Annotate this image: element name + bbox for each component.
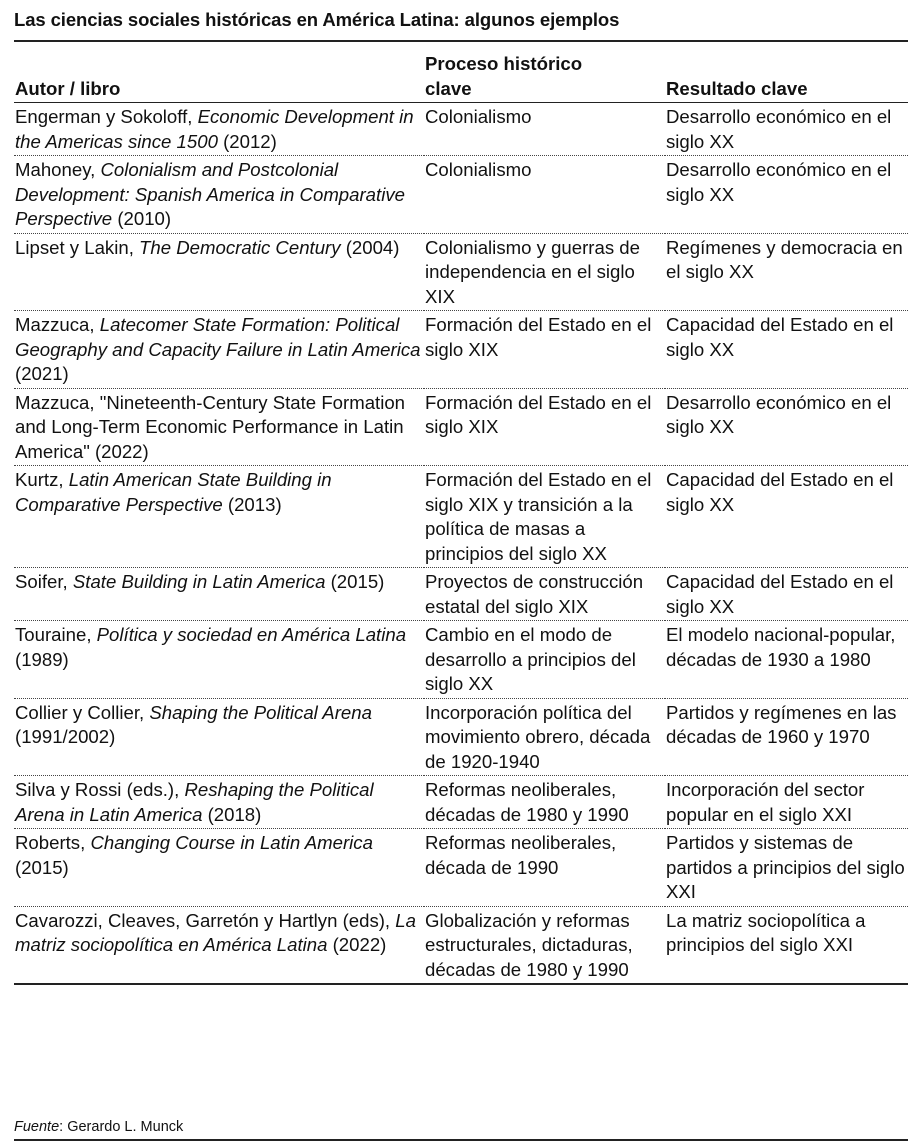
pub-year: (2015) — [15, 856, 69, 878]
author-cell — [14, 568, 424, 621]
table-row — [14, 103, 908, 156]
result-cell: Partidos y sistemas de partidos a principios del siglo XXI — [666, 832, 905, 902]
author-name: Mazzuca, "Nineteenth-Century State Formation and Long-Term Economic Performance in Latin America" — [15, 391, 406, 462]
table-row — [14, 829, 908, 907]
result-cell: Desarrollo económico en el siglo XX — [666, 159, 892, 205]
pub-year: (1989) — [15, 648, 69, 670]
book-title: State Building in Latin America — [72, 571, 326, 592]
book-title: Changing Course in Latin America — [90, 832, 373, 853]
header-result: Resultado clave — [665, 50, 908, 103]
pub-year: (2013) — [222, 493, 282, 515]
author-cell — [14, 103, 424, 156]
pub-year: (2010) — [112, 208, 172, 229]
book-title: Reshaping the Political Arena in Latin America — [15, 779, 374, 825]
author-name: Soifer, — [15, 571, 73, 592]
top-rule — [14, 40, 908, 42]
header-process — [424, 50, 665, 103]
pub-year: (2022) — [89, 440, 149, 462]
author-cell — [14, 233, 424, 311]
author-cell — [14, 829, 424, 907]
table-title: Las ciencias sociales históricas en América Latina: algunos ejemplos — [14, 9, 620, 30]
table-row — [14, 233, 908, 311]
book-title: Política y sociedad en América Latina — [96, 624, 407, 645]
table-row — [14, 621, 908, 699]
table-row — [14, 156, 908, 234]
result-cell: Capacidad del Estado en el siglo XX — [666, 469, 894, 515]
pub-year: (2018) — [202, 803, 262, 825]
result-cell: Regímenes y democracia en el siglo XX — [666, 236, 903, 282]
result-cell: Partidos y regímenes en las décadas de 1960 y 1970 — [666, 701, 897, 747]
result-cell: Desarrollo económico en el siglo XX — [666, 391, 892, 437]
header-process-line2: clave — [425, 77, 472, 99]
table-row — [14, 311, 908, 389]
table-row — [14, 776, 908, 829]
author-name: Touraine, — [15, 624, 97, 645]
author-cell — [14, 388, 424, 466]
result-cell: Incorporación del sector popular en el siglo XXI — [666, 779, 865, 825]
author-name: Silva y Rossi (eds.), — [15, 779, 185, 800]
author-name: Lipset y Lakin, — [15, 236, 140, 258]
table-row — [14, 388, 908, 466]
header-author: Autor / libro — [14, 50, 424, 103]
author-cell — [14, 698, 424, 776]
pub-year: (2021) — [15, 363, 69, 384]
process-cell: Cambio en el modo de desarrollo a principios del siglo XX — [425, 624, 636, 694]
process-cell: Formación del Estado en el siglo XIX — [425, 314, 652, 360]
author-name: Mazzuca, — [15, 314, 100, 335]
result-cell: Capacidad del Estado en el siglo XX — [666, 571, 894, 617]
author-name: Collier y Collier, — [15, 701, 150, 723]
book-title: Latin American State Building in Comparative Perspective — [15, 469, 332, 515]
process-cell: Formación del Estado en el siglo XIX — [425, 391, 652, 437]
author-name: Cavarozzi, Cleaves, Garretón y Hartlyn (eds), — [15, 909, 396, 931]
pub-year: (2022) — [327, 934, 387, 955]
author-name: Mahoney, — [15, 159, 101, 180]
pub-year: (2004) — [340, 236, 400, 258]
process-cell: Colonialismo — [425, 159, 532, 180]
examples-table — [14, 50, 908, 985]
table-row — [14, 906, 908, 984]
book-title: Economic Development in the Americas since 1500 — [15, 106, 414, 152]
author-name: Kurtz, — [15, 469, 69, 490]
process-cell: Reformas neoliberales, década de 1990 — [425, 832, 617, 878]
result-cell: Capacidad del Estado en el siglo XX — [666, 314, 894, 360]
header-process-line1: Proceso histórico — [425, 53, 583, 74]
process-cell: Formación del Estado en el siglo XIX y transición a la política de masas a principios del siglo XX — [425, 469, 652, 564]
process-cell: Globalización y reformas estructurales, dictaduras, décadas de 1980 y 1990 — [425, 909, 633, 980]
book-title: Shaping the Political Arena — [149, 701, 372, 723]
process-cell: Colonialismo — [425, 106, 532, 127]
book-title: La matriz sociopolítica en América Latina — [15, 909, 416, 955]
author-cell — [14, 311, 424, 389]
process-cell: Proyectos de construcción estatal del siglo XIX — [425, 571, 644, 617]
result-cell: El modelo nacional-popular, décadas de 1930 a 1980 — [666, 624, 896, 670]
author-cell — [14, 621, 424, 699]
pub-year: (2012) — [217, 130, 277, 152]
book-title: Colonialism and Postcolonial Development: Spanish America in Comparative Perspective — [15, 159, 405, 229]
author-name: Engerman y Sokoloff, — [15, 106, 198, 127]
book-title: The Democratic Century — [139, 236, 341, 258]
result-cell: Desarrollo económico en el siglo XX — [666, 106, 892, 152]
author-cell — [14, 156, 424, 234]
table-row — [14, 568, 908, 621]
source-note — [14, 1119, 183, 1135]
pub-year: (1991/2002) — [15, 726, 116, 747]
process-cell: Reformas neoliberales, décadas de 1980 y 1990 — [425, 779, 629, 825]
pub-year: (2015) — [325, 571, 385, 592]
header-row — [14, 50, 908, 103]
author-cell — [14, 906, 424, 984]
result-cell: La matriz sociopolítica a principios del siglo XXI — [666, 909, 866, 955]
author-name: Roberts, — [15, 832, 91, 853]
bottom-rule — [14, 1139, 908, 1141]
process-cell: Incorporación política del movimiento obrero, década de 1920-1940 — [425, 701, 651, 772]
source-label: Fuente — [14, 1119, 60, 1135]
process-cell: Colonialismo y guerras de independencia en el siglo XIX — [425, 236, 640, 307]
table-body — [14, 103, 908, 985]
author-cell — [14, 466, 424, 568]
book-title: Latecomer State Formation: Political Geography and Capacity Failure in Latin America — [15, 314, 421, 360]
author-cell — [14, 776, 424, 829]
table-row — [14, 466, 908, 568]
source-text: : Gerardo L. Munck — [59, 1119, 184, 1135]
table-row — [14, 698, 908, 776]
